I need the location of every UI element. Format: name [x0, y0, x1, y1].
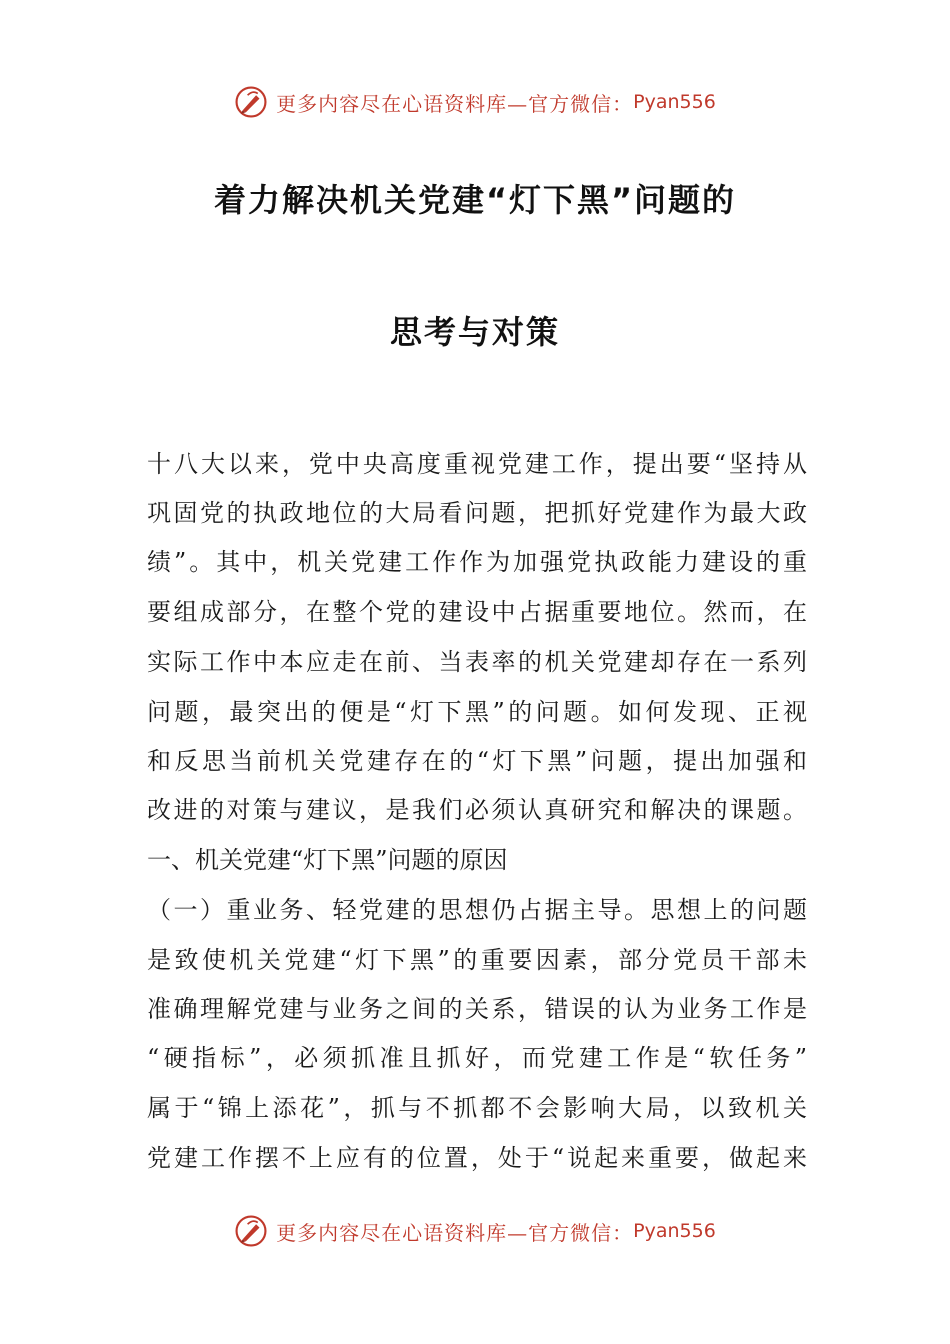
document-title-line-2: 思考与对策	[389, 313, 560, 351]
body-line: （一）重业务、轻党建的思想仍占据主导。思想上的问题	[147, 896, 807, 924]
document-title-line-1: 着力解决机关党建“灯下黑”问题的	[213, 181, 737, 219]
body-line: “硬指标”，必须抓准且抓好，而党建工作是“软任务”	[147, 1044, 807, 1072]
pen-logo-icon	[234, 85, 268, 119]
body-line: 和反思当前机关党建存在的“灯下黑”问题，提出加强和	[147, 747, 807, 775]
body-line: 是致使机关党建“灯下黑”的重要因素，部分党员干部未	[147, 946, 807, 974]
banner-account: Pyan556	[633, 91, 716, 113]
pen-logo-icon	[234, 1214, 268, 1248]
body-line: 绩”。其中，机关党建工作作为加强党执政能力建设的重	[147, 548, 807, 576]
section-heading: 一、机关党建“灯下黑”问题的原因	[147, 846, 508, 874]
footer-banner	[0, 1211, 950, 1251]
body-line: 改进的对策与建议，是我们必须认真研究和解决的课题。	[147, 796, 807, 824]
body-line: 要组成部分，在整个党的建设中占据重要地位。然而，在	[147, 598, 807, 626]
banner-account: Pyan556	[633, 1220, 716, 1242]
body-line: 准确理解党建与业务之间的关系，错误的认为业务工作是	[147, 995, 807, 1023]
banner-text: 更多内容尽在心语资料库—官方微信：	[276, 91, 634, 116]
body-line: 属于“锦上添花”，抓与不抓都不会影响大局，以致机关	[147, 1094, 807, 1122]
body-line: 问题，最突出的便是“灯下黑”的问题。如何发现、正视	[147, 698, 807, 726]
body-line: 十八大以来，党中央高度重视党建工作，提出要“坚持从	[147, 450, 807, 478]
banner-text: 更多内容尽在心语资料库—官方微信：	[276, 1220, 634, 1245]
header-banner	[0, 82, 950, 122]
body-line: 党建工作摆不上应有的位置，处于“说起来重要，做起来	[147, 1144, 807, 1172]
body-line: 巩固党的执政地位的大局看问题，把抓好党建作为最大政	[147, 499, 807, 527]
body-line: 实际工作中本应走在前、当表率的机关党建却存在一系列	[147, 648, 807, 676]
